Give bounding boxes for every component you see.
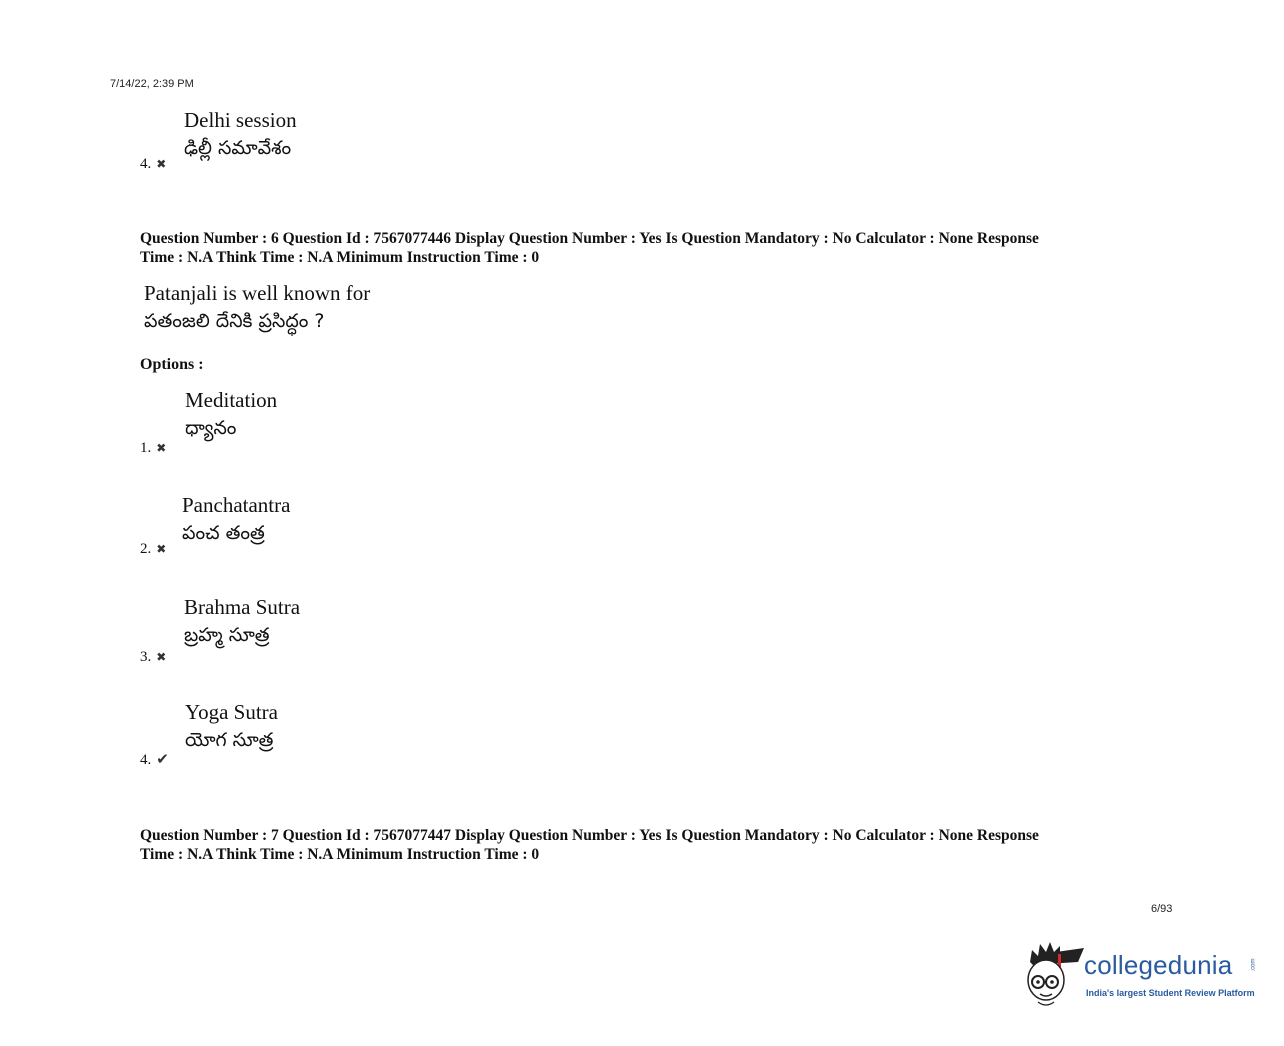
page-number: 6/93	[1151, 903, 1173, 915]
print-timestamp: 7/14/22, 2:39 PM	[110, 78, 194, 90]
prev-option-4-number: 4.	[140, 156, 152, 172]
cross-icon: ✖	[156, 542, 167, 556]
question-7-meta-line-1: Question Number : 7 Question Id : 7567077447 Display Question Number : Yes Is Question Mandatory : No Calculator : None Response	[140, 827, 1039, 844]
option-2-text	[182, 491, 290, 547]
option-1-number: 1.	[140, 440, 152, 456]
question-6-meta-line-2: Time : N.A Think Time : N.A Minimum Instruction Time : 0	[140, 249, 540, 266]
option-2-english: Panchatantra	[182, 493, 291, 517]
question-7-meta	[140, 826, 1160, 864]
logo-wordmark: collegedunia	[1084, 950, 1233, 980]
option-4-english: Yoga Sutra	[185, 700, 278, 724]
options-label: Options :	[140, 356, 204, 373]
option-3-number: 3.	[140, 649, 152, 665]
question-6-telugu: పతంజలి దేనికి ప్రసిద్ధం ?	[144, 310, 325, 332]
question-6-text	[144, 279, 370, 335]
question-6-english: Patanjali is well known for	[144, 281, 371, 305]
option-1-text	[185, 386, 277, 442]
cross-icon: ✖	[156, 650, 167, 664]
option-4-marker	[140, 750, 169, 769]
option-3-text	[184, 593, 300, 649]
option-4-text	[185, 698, 278, 754]
logo-suffix: .com	[1250, 958, 1257, 972]
collegedunia-logo	[1024, 940, 1264, 1010]
question-6-meta	[140, 229, 1160, 267]
option-3-english: Brahma Sutra	[184, 595, 301, 619]
option-2-marker	[140, 540, 166, 558]
option-4-number: 4.	[140, 752, 152, 768]
cross-icon: ✖	[156, 157, 167, 171]
option-1-telugu: ధ్యానం	[185, 417, 237, 439]
option-4-telugu: యోగ సూత్ర	[185, 729, 274, 751]
mascot-icon	[1024, 940, 1086, 1010]
prev-option-4-telugu: ఢిల్లీ సమావేశం	[184, 137, 292, 159]
option-3-marker	[140, 648, 166, 666]
cross-icon: ✖	[156, 441, 167, 455]
logo-tagline: India's largest Student Review Platform	[1086, 988, 1255, 998]
option-2-number: 2.	[140, 541, 152, 557]
option-3-telugu: బ్రహ్మ సూత్ర	[184, 624, 270, 646]
prev-option-4-marker	[140, 155, 166, 173]
prev-option-4-english: Delhi session	[184, 108, 297, 132]
question-6-meta-line-1: Question Number : 6 Question Id : 7567077446 Display Question Number : Yes Is Question Mandatory : No Calculator : None Response	[140, 230, 1039, 247]
option-1-marker	[140, 439, 166, 457]
option-1-english: Meditation	[185, 388, 278, 412]
check-icon: ✔	[156, 750, 169, 768]
option-2-telugu: పంచ తంత్ర	[182, 522, 265, 544]
question-7-meta-line-2: Time : N.A Think Time : N.A Minimum Instruction Time : 0	[140, 846, 540, 863]
prev-option-4-text	[184, 106, 297, 162]
